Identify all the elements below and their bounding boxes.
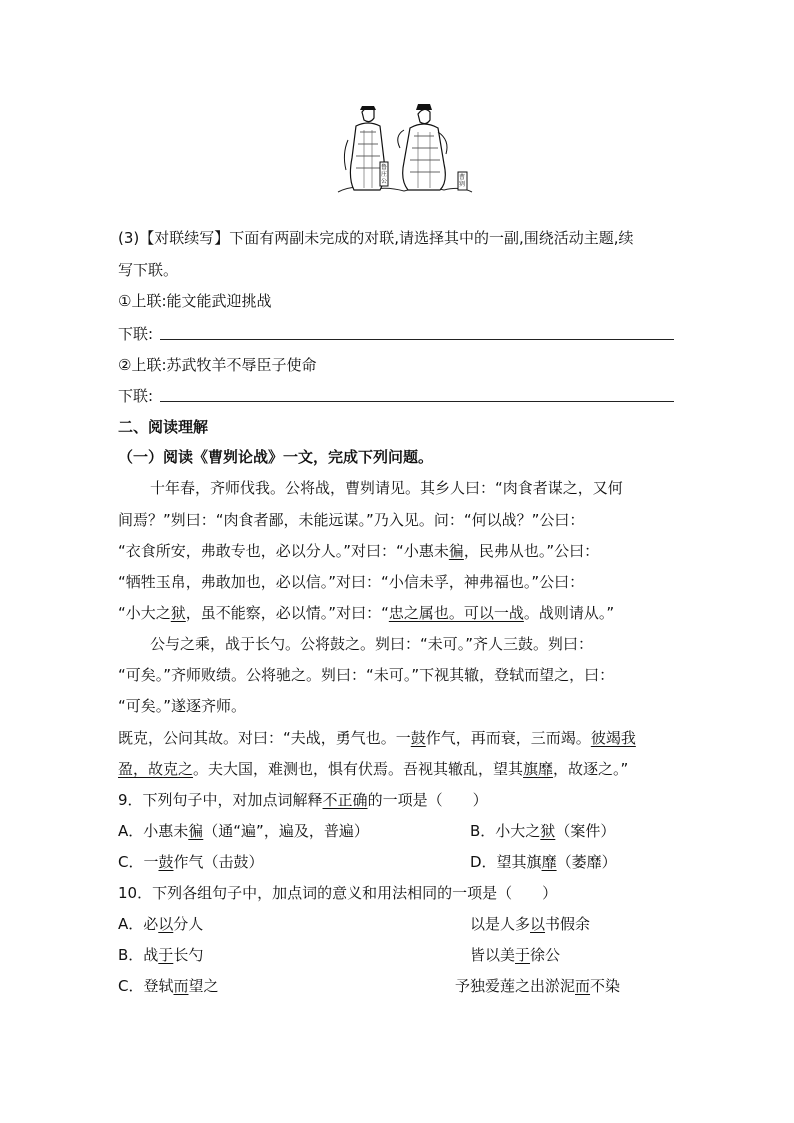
text: 书假余 [545, 915, 591, 933]
question-10-stem: 10．下列各组句子中，加点词的意义和用法相同的一项是（ ） [118, 884, 558, 902]
text: 。夫大国，难测也，惧有伏焉。吾视其辙乱，望其 [193, 760, 524, 778]
text: 皆以美 [470, 946, 516, 964]
q10-option-a-left[interactable] [118, 914, 203, 934]
passage-line: 公与之乘，战于长勺。公将鼓之。刿曰：“未可。”齐人三鼓。刿曰： [150, 635, 594, 653]
text: B．战 [118, 946, 159, 964]
couplet1-upper: ①上联:能文能武迎挑战 [118, 292, 272, 310]
dotted-word: 于 [158, 946, 174, 964]
seal-lu-zhuang-gong: 鲁庄公 [381, 164, 388, 185]
text: 望之 [188, 977, 219, 995]
text: 作气（击鼓） [173, 853, 264, 871]
passage-line [118, 759, 628, 779]
couplet1-answer-line[interactable] [160, 339, 674, 340]
couplet2-upper: ②上联:苏武牧羊不辱臣子使命 [118, 356, 317, 374]
dotted-word: 徧 [448, 542, 464, 560]
reading-section-heading: 二、阅读理解 [118, 418, 209, 436]
couplet2-answer-line[interactable] [160, 401, 674, 402]
q10-option-c-left[interactable] [118, 976, 219, 996]
reading-subheading: （一）阅读《曹刿论战》一文，完成下列问题。 [118, 448, 434, 466]
question-9-stem [118, 790, 488, 810]
text: B．小大之 [470, 822, 541, 840]
text: 既克，公问其故。对曰：“夫战，勇气也。一 [118, 729, 411, 747]
dotted-word: 以 [158, 915, 174, 933]
text: 的一项是（ ） [367, 791, 488, 809]
q9-option-a[interactable] [118, 821, 369, 841]
dotted-word: 靡 [541, 853, 557, 871]
dotted-word: 鼓 [158, 853, 174, 871]
dotted-word: 徧 [188, 822, 204, 840]
text: 徐公 [530, 946, 561, 964]
couplet-task-intro-line2: 写下联。 [118, 261, 179, 279]
passage-line: 十年春，齐师伐我。公将战，曹刿请见。其乡人曰：“肉食者谋之，又何 [150, 479, 623, 497]
text: （案件） [555, 822, 616, 840]
underlined-phrase: 不正确 [322, 791, 368, 809]
dotted-word: 而 [575, 977, 591, 995]
historical-figures-illustration [334, 100, 474, 196]
passage-line: 间焉？”刿曰：“肉食者鄙，未能远谋。”乃入见。问：“何以战？”公曰： [118, 511, 585, 529]
text: ，民弗从也。”公曰： [463, 542, 600, 560]
text: 分人 [173, 915, 204, 933]
passage-line [118, 728, 636, 748]
couplet1-lower-label: 下联: [118, 325, 154, 343]
text: A．必 [118, 915, 159, 933]
text: （萎靡） [556, 853, 617, 871]
text: 9．下列句子中，对加点词解释 [118, 791, 323, 809]
text: 作气，再而衰，三而竭。 [425, 729, 591, 747]
dotted-word: 旗靡 [523, 760, 554, 778]
passage-line: “可矣。”遂逐齐师。 [118, 697, 247, 715]
text: 予独爱莲之出淤泥 [455, 977, 576, 995]
text: ，故逐之。” [553, 760, 629, 778]
text: C．一 [118, 853, 159, 871]
q10-option-b-left[interactable] [118, 945, 203, 965]
q10-option-a-right [470, 914, 590, 934]
text: “小大之 [118, 604, 171, 622]
text: 不染 [590, 977, 621, 995]
underlined-phrase: 彼竭我 [590, 729, 636, 747]
text: 长勺 [173, 946, 204, 964]
underlined-phrase: 忠之属也。可以一战 [388, 604, 524, 622]
q9-option-d[interactable] [470, 852, 617, 872]
dotted-word: 于 [515, 946, 531, 964]
dotted-word: 而 [173, 977, 189, 995]
passage-line: “可矣。”齐师败绩。公将驰之。刿曰：“未可。”下视其辙，登轼而望之，曰： [118, 666, 615, 684]
q10-option-c-right [455, 976, 620, 996]
passage-line: “牺牲玉帛，弗敢加也，必以信。”对曰：“小信未孚，神弗福也。”公曰： [118, 573, 585, 591]
text: D．望其旗 [470, 853, 542, 871]
text: 以是人多 [470, 915, 531, 933]
dotted-word: 以 [530, 915, 546, 933]
dotted-word: 狱 [540, 822, 556, 840]
couplet-task-intro-line1: (3)【对联续写】下面有两副未完成的对联,请选择其中的一副,围绕活动主题,续 [118, 229, 634, 247]
dotted-word: 鼓 [410, 729, 426, 747]
underlined-phrase: 盈，故克之 [118, 760, 194, 778]
seal-cao-gui: 曹刿 [459, 174, 466, 188]
passage-line [118, 603, 614, 623]
couplet2-lower-label: 下联: [118, 387, 154, 405]
passage-line [118, 541, 599, 561]
text: A．小惠未 [118, 822, 189, 840]
dotted-word: 狱 [170, 604, 186, 622]
text: 。战则请从。” [523, 604, 615, 622]
q9-option-c[interactable] [118, 852, 264, 872]
text: ，虽不能察，必以情。”对曰：“ [185, 604, 389, 622]
text: （通“遍”，遍及，普遍） [203, 822, 369, 840]
q10-option-b-right [470, 945, 560, 965]
text: “衣食所安，弗敢专也，必以分人。”对曰：“小惠未 [118, 542, 449, 560]
text: C．登轼 [118, 977, 174, 995]
figures-drawing [334, 100, 474, 196]
q9-option-b[interactable] [470, 821, 615, 841]
